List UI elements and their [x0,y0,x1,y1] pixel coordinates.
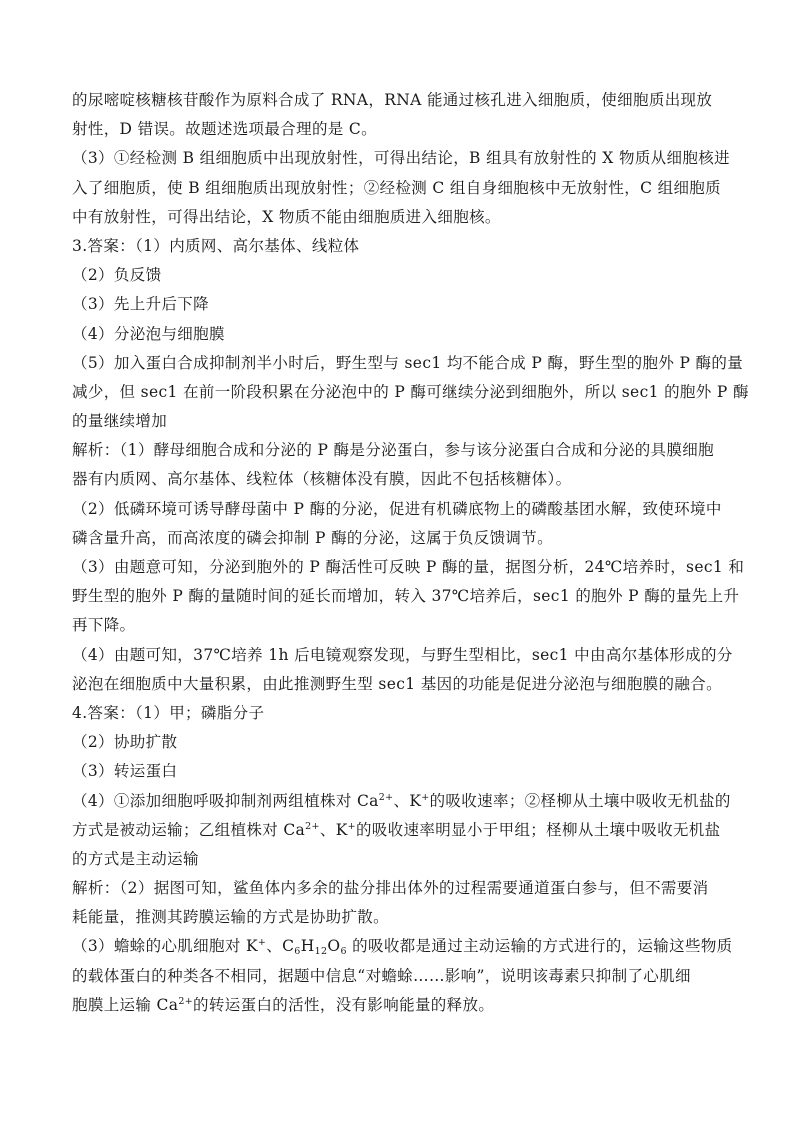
text-segment: 的吸收都是通过主动运输的方式进行的，运输这些物质 [346,937,733,956]
text-line [72,582,740,611]
text-segment: 、K [319,820,348,839]
subscript: 6 [340,946,347,958]
text-line [72,991,734,1020]
text-line [72,670,734,699]
text-segment: 耗能量，推测其跨膜运输的方式是协助扩散。 [72,908,390,927]
superscript: 2+ [378,791,394,803]
text-segment: （4）分泌泡与细胞膜 [72,324,225,343]
text-line [72,699,734,728]
text-segment: （4）①添加细胞呼吸抑制剂两组植株对 Ca [72,791,379,810]
text-line [72,903,734,932]
text-line [72,757,734,786]
superscript: + [421,791,430,803]
text-segment: 中有放射性，可得出结论，X 物质不能由细胞质进入细胞核。 [72,207,501,226]
text-line [72,641,734,670]
text-line [72,728,734,757]
text-segment: H [300,937,315,956]
text-line [72,232,734,261]
text-segment: 解析：（2）据图可知，鲨鱼体内多余的盐分排出体外的过程需要通道蛋白参与，但不需要消 [72,879,709,898]
text-segment: （2）低磷环境可诱导酵母菌中 P 酶的分泌，促进有机磷底物上的磷酸基团水解，致使环境中 [72,499,722,518]
text-segment: 野生型的胞外 P 酶的量随时间的延长而增加，转入 37℃培养后，sec1 的胞外 P 酶的量先上升 [72,587,740,606]
text-segment: （5）加入蛋白合成抑制剂半小时后，野生型与 sec1 均不能合成 P 酶，野生型的胞外 P 酶的量 [72,353,744,372]
text-segment: （3）转运蛋白 [72,762,178,781]
superscript: + [347,820,356,832]
text-segment: 的方式是主动运输 [72,849,199,868]
text-segment: 的吸收速率明显小于甲组；柽柳从土壤中吸收无机盐 [355,820,721,839]
text-segment: 3.答案：（1）内质网、高尔基体、线粒体 [72,236,360,255]
text-segment: 射性，D 错误。故题述选项最合理的是 C。 [72,120,377,139]
text-line [72,524,734,553]
text-line [72,174,734,203]
superscript: 2+ [178,995,194,1007]
text-segment: （3）①经检测 B 组细胞质中出现放射性，可得出结论，B 组具有放射性的 X 物质从细胞核进 [72,149,730,168]
text-segment: 再下降。 [72,616,136,635]
superscript: + [257,937,267,949]
text-segment: 泌泡在细胞质中大量积累，由此推测野生型 sec1 基因的功能是促进分泌泡与细胞膜的融合。 [72,674,722,693]
text-line [72,816,734,845]
text-line [72,407,734,436]
text-line [72,290,734,319]
document-page [72,86,749,1020]
text-line [72,787,734,816]
text-line [72,845,734,874]
text-line [72,144,734,173]
text-line [72,962,734,991]
text-line [72,932,734,961]
text-segment: 、K [393,791,422,810]
text-segment: （4）由题可知，37℃培养 1h 后电镜观察发现，与野生型相比，sec1 中由高尔基体形成的分 [72,645,733,664]
text-segment: 4.答案：（1）甲；磷脂分子 [72,703,265,722]
text-segment: 、C [266,937,295,956]
text-line [72,874,734,903]
text-segment: 磷含量升高，而高浓度的磷会抑制 P 酶的分泌，这属于负反馈调节。 [72,528,553,547]
text-segment: 胞膜上运输 Ca [72,995,179,1014]
text-segment: 的量继续增加 [72,412,168,431]
text-segment: （2）负反馈 [72,266,162,285]
text-line [72,320,734,349]
text-line [72,86,734,115]
text-line [72,465,734,494]
text-segment: 方式是被动运输；乙组植株对 Ca [72,820,306,839]
text-line [72,436,734,465]
text-segment: （3）先上升后下降 [72,295,210,314]
text-line [72,349,744,378]
text-segment: 器有内质网、高尔基体、线粒体（核糖体没有膜，因此不包括核糖体）。 [72,470,572,489]
superscript: 2+ [305,820,320,832]
text-segment: （3）由题意可知，分泌到胞外的 P 酶活性可反映 P 酶的量，据图分析，24℃培养时，sec1 和 [72,558,745,576]
subscript: 6 [294,946,301,958]
text-line [72,495,734,524]
text-line [72,261,734,290]
text-segment: 减少，但 sec1 在前一阶段积累在分泌泡中的 P 酶可继续分泌到细胞外，所以 sec1 的胞外 P 酶 [72,382,749,401]
text-line [72,378,749,407]
text-segment: 的载体蛋白的种类各不相同，据题中信息“对蟾蜍……影响”，说明该毒素只抑制了心肌细 [72,966,691,985]
text-line [72,203,734,232]
text-segment: O [327,937,341,956]
subscript: 12 [314,946,328,958]
text-segment: 的尿嘧啶核糖核苷酸作为原料合成了 RNA，RNA 能通过核孔进入细胞质，使细胞质出现放 [72,91,713,109]
text-segment: 入了细胞质，使 B 组细胞质出现放射性；②经检测 C 组自身细胞核中无放射性，C 组细胞质 [72,178,721,197]
text-line [72,115,734,144]
text-line [72,553,745,582]
text-segment: （3）蟾蜍的心肌细胞对 K [72,937,258,956]
text-line [72,611,734,640]
text-segment: 解析：（1）酵母细胞合成和分泌的 P 酶是分泌蛋白，参与该分泌蛋白合成和分泌的具膜细胞 [72,441,714,460]
text-segment: 的吸收速率；②柽柳从土壤中吸收无机盐的 [429,791,731,810]
text-segment: 的转运蛋白的活性，没有影响能量的释放。 [193,995,495,1014]
text-segment: （2）协助扩散 [72,733,178,752]
